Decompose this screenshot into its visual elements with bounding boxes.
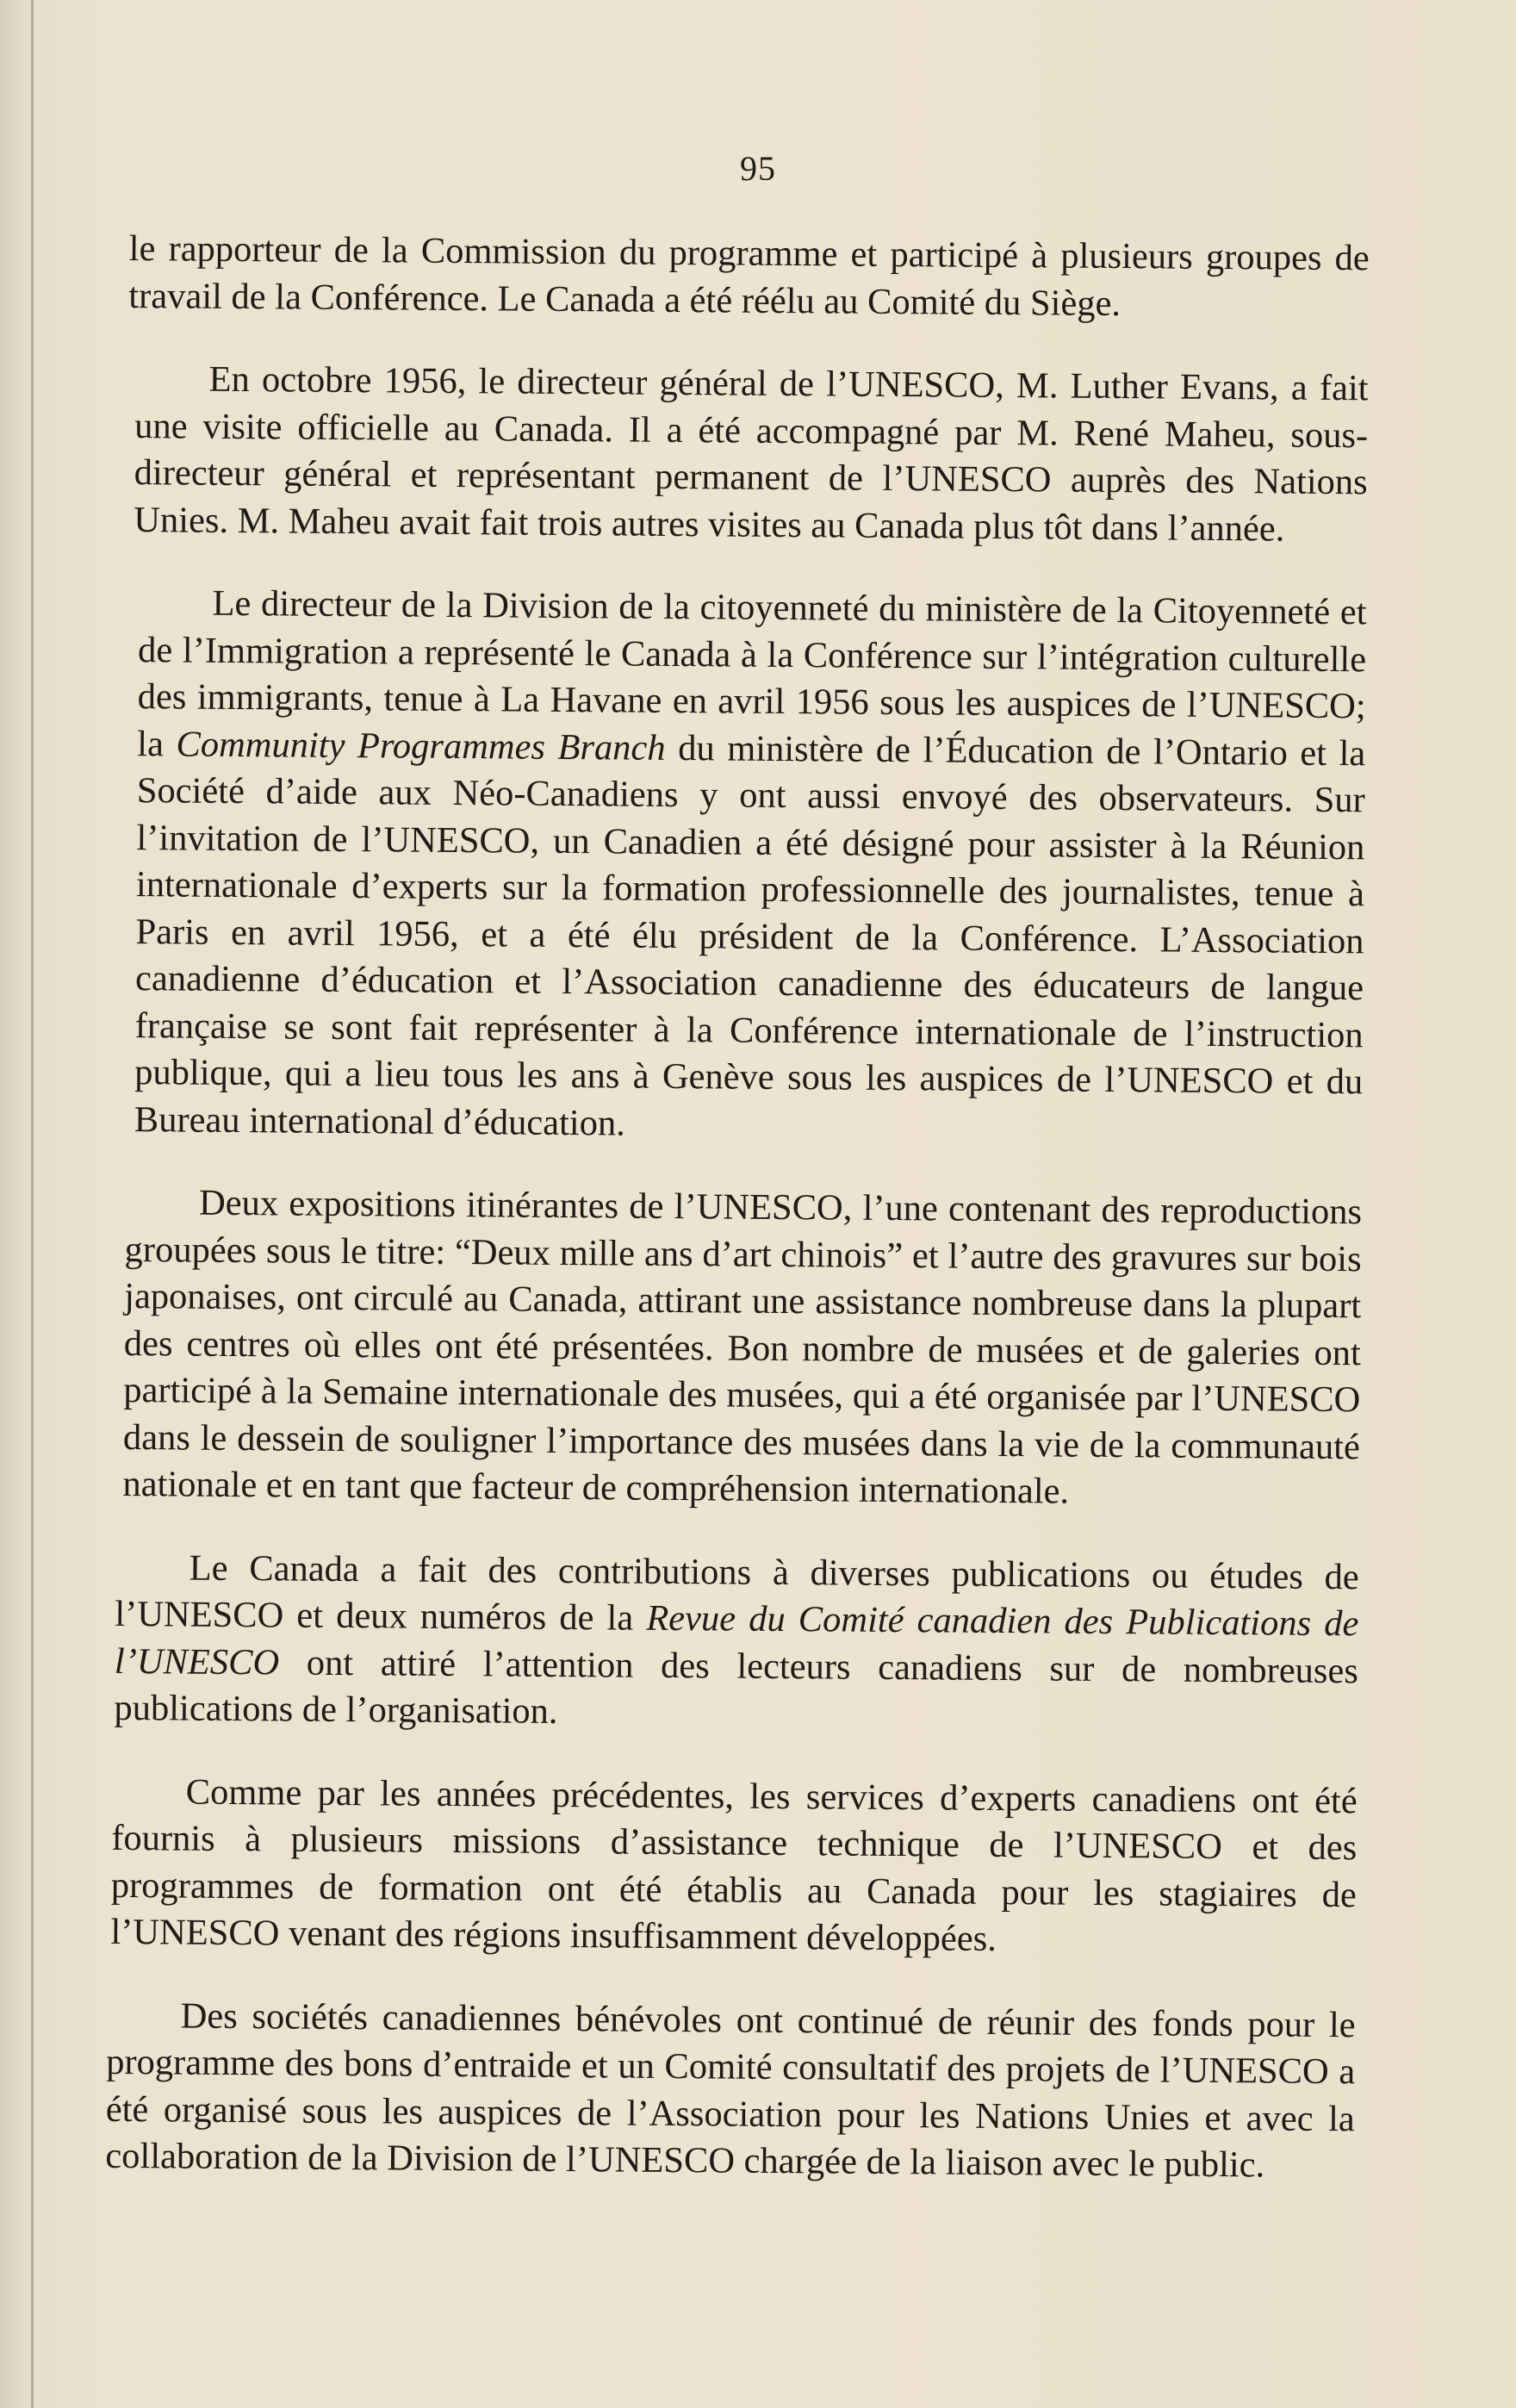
paragraph-5-part-1: Le Canada a fait des contributions à diverses publications ou études de l’UNESCO et deux numéros de la	[115, 1547, 1359, 1639]
paragraph-4: Deux expositions itinérantes de l’UNESCO, l’une contenant des reproductions groupées sous le titre: “Deux mille ans d’art chinois” et l’autre des gravures sur bois japonaises, ont circulé au Canada, attirant une assistance nombreuse dans la plupart des centres où elles ont été présentées. Bon nombre de musées et de galeries ont participé à la Semaine internationale des musées, qui a été organisée par l’UNESCO dans le dessein de souligner l’importance des musées dans la vie de la communauté nationale et en tant que facteur de compréhension internationale.	[122, 1182, 1363, 1512]
paragraph-3-part-2: du ministère de l’Éducation de l’Ontario et la Société d’aide aux Néo-Canadiens y ont aussi envoyé des observateurs. Sur l’invitation de l’UNESCO, un Canadien a été désigné pour assister à la Réunion internationale d’experts sur la formation professionnelle des journalistes, tenue à Paris en avril 1956, et a été élu président de la Conférence. L’Association canadienne d’éducation et l’Association canadienne des éducateurs de langue française se sont fait représenter à la Conférence internationale de l’instruction publique, qui a lieu tous les ans à Genève sous les auspices de l’UNESCO et du Bureau international d’éducation.	[134, 727, 1366, 1144]
paragraph-1: le rapporteur de la Commission du programme et participé à plusieurs groupes de travail de la Conférence. Le Canada a été réélu au Comité du Siège.	[128, 227, 1370, 324]
body-text	[105, 226, 1370, 2226]
paragraph-5	[114, 1544, 1359, 1741]
paragraph-5-italic-title: Revue du Comité canadien des Publications de l’UNESCO	[114, 1597, 1359, 1683]
paragraph-6: Comme par les années précédentes, les services d’experts canadiens ont été fournis à plusieurs missions d’assistance technique de l’UNESCO et des programmes de formation ont été établis au Canada pour les stagiaires de l’UNESCO venant des régions insuffisamment développées.	[110, 1771, 1358, 1959]
paragraph-3-italic-term: Community Programmes Branch	[176, 723, 666, 768]
paragraph-3	[134, 580, 1367, 1153]
paragraph-7: Des sociétés canadiennes bénévoles ont continué de réunir des fonds pour le programme des bons d’entraide et un Comité consultatif des projets de l’UNESCO a été organisé sous les auspices de l’Association pour les Nations Unies et avec la collaboration de la Division de l’UNESCO chargée de la liaison avec le public.	[105, 1995, 1356, 2186]
paragraph-5-part-2: ont attiré l’attention des lecteurs canadiens sur de nombreuses publications de l’organisation.	[114, 1641, 1359, 1732]
paragraph-2: En octobre 1956, le directeur général de l’UNESCO, M. Luther Evans, a fait une visite officielle au Canada. Il a été accompagné par M. René Maheu, sous-directeur général et représentant permanent de l’UNESCO auprès des Nations Unies. M. Maheu avait fait trois autres visites au Canada plus tôt dans l’année.	[134, 358, 1369, 550]
paragraph-3-part-1: Le directeur de la Division de la citoyenneté du ministère de la Citoyenneté et de l’Immigration a représenté le Canada à la Conférence sur l’intégration culturelle des immigrants, tenue à La Havane en avril 1956 sous les auspices de l’UNESCO; la	[137, 582, 1367, 764]
page-number: 95	[740, 149, 776, 188]
binding-edge	[31, 0, 34, 2408]
